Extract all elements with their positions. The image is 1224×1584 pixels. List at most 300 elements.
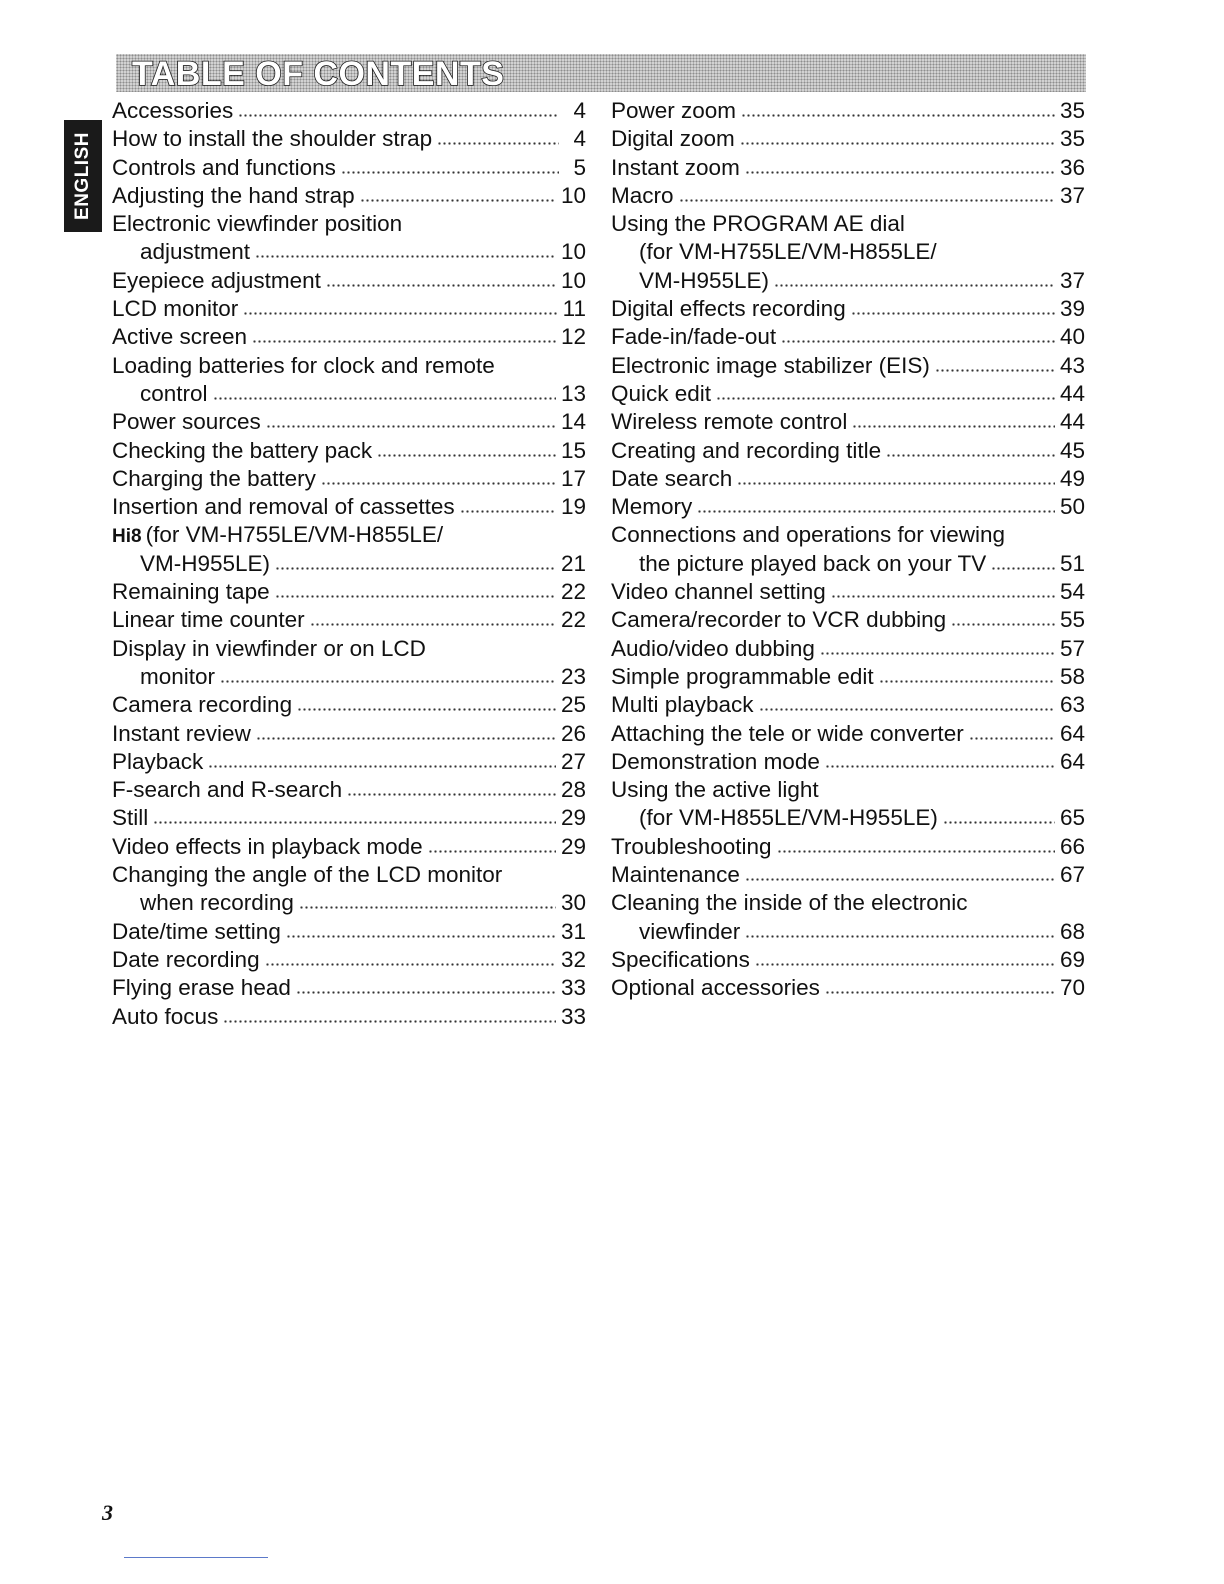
toc-entry-text: Camera recording xyxy=(112,692,293,718)
toc-entry-page: 23 xyxy=(560,663,586,689)
toc-entry-text: Electronic viewfinder position xyxy=(112,211,403,237)
toc-entry-page: 66 xyxy=(1059,833,1085,859)
hi8-logo: Hi8 xyxy=(112,526,142,548)
toc-entry-text: Creating and recording title xyxy=(611,437,882,463)
toc-entry-label xyxy=(112,776,342,804)
toc-entry-text: F-search and R-search xyxy=(112,777,343,803)
toc-entry xyxy=(611,210,1085,238)
dot-leader xyxy=(377,450,556,458)
toc-entry xyxy=(112,97,586,125)
toc-entry xyxy=(611,295,1085,323)
toc-entry-text: Checking the battery pack xyxy=(112,437,373,463)
toc-entry-label xyxy=(112,323,247,351)
toc-entry xyxy=(112,946,586,974)
toc-entry xyxy=(112,776,586,804)
toc-entry-text: Using the active light xyxy=(611,777,819,803)
toc-entry-text: Adjusting the hand strap xyxy=(112,182,355,208)
toc-entry-label xyxy=(112,408,261,436)
toc-entry-label xyxy=(112,465,316,493)
toc-entry-page: 31 xyxy=(560,918,586,944)
dot-leader xyxy=(935,365,1055,373)
dot-leader xyxy=(252,336,556,344)
toc-entry-page: 37 xyxy=(1059,267,1085,293)
toc-entry-text: control xyxy=(140,380,208,406)
dot-leader xyxy=(321,478,556,486)
language-tab xyxy=(64,120,102,232)
dot-leader xyxy=(781,336,1055,344)
toc-entry-label xyxy=(112,380,208,408)
toc-entry xyxy=(611,663,1085,691)
toc-entry-text: Audio/video dubbing xyxy=(611,635,815,661)
dot-leader xyxy=(286,931,556,939)
toc-entry-page: 10 xyxy=(560,239,586,265)
toc-entry-page: 4 xyxy=(573,98,586,123)
toc-entry-page: 36 xyxy=(1059,154,1085,180)
toc-entry xyxy=(611,182,1085,210)
language-tab-label: ENGLISH xyxy=(72,132,93,220)
toc-entry xyxy=(112,323,586,351)
toc-entry-label xyxy=(112,606,305,634)
toc-entry-text: adjustment xyxy=(140,239,251,265)
toc-entry-text: VM-H955LE) xyxy=(140,550,271,576)
dot-leader xyxy=(220,676,556,684)
toc-entry-page: 54 xyxy=(1059,579,1085,605)
dot-leader xyxy=(265,959,556,967)
toc-entry-label xyxy=(611,804,938,832)
toc-entry-text: Troubleshooting xyxy=(611,833,772,859)
footer-rule xyxy=(124,1557,268,1558)
dot-leader xyxy=(943,817,1055,825)
toc-entry-page: 44 xyxy=(1059,380,1085,406)
dot-leader xyxy=(991,563,1055,571)
dot-leader xyxy=(238,110,559,118)
toc-entry-text: when recording xyxy=(140,890,294,916)
toc-entry-page: 25 xyxy=(560,692,586,718)
toc-entry xyxy=(611,493,1085,521)
toc-entry-label xyxy=(112,889,294,917)
toc-entry-text: Still xyxy=(112,805,149,831)
dot-leader xyxy=(299,902,556,910)
toc-entry xyxy=(112,1003,586,1031)
toc-entry-page: 33 xyxy=(560,1003,586,1029)
toc-entry-text: Charging the battery xyxy=(112,465,316,491)
dot-leader xyxy=(679,195,1055,203)
toc-entry-page: 14 xyxy=(560,409,586,435)
dot-leader xyxy=(745,931,1055,939)
toc-entry-page: 58 xyxy=(1059,663,1085,689)
toc-entry xyxy=(611,323,1085,351)
toc-entry-text: Wireless remote control xyxy=(611,409,848,435)
dot-leader xyxy=(825,761,1055,769)
dot-leader xyxy=(820,648,1055,656)
dot-leader xyxy=(347,789,556,797)
toc-entry-page: 22 xyxy=(560,579,586,605)
toc-entry-label xyxy=(611,720,964,748)
toc-entry-label xyxy=(112,946,260,974)
toc-entry xyxy=(112,210,586,238)
toc-entry-page: 17 xyxy=(560,465,586,491)
toc-entry-text: Instant zoom xyxy=(611,154,740,180)
toc-entry-label xyxy=(112,352,495,380)
toc-entry-label xyxy=(611,833,772,861)
toc-entry-text: Eyepiece adjustment xyxy=(112,267,321,293)
toc-entry-label xyxy=(112,125,432,153)
toc-entry-text: Digital effects recording xyxy=(611,296,846,322)
toc-entry-label xyxy=(611,946,750,974)
dot-leader xyxy=(852,421,1055,429)
toc-entry xyxy=(611,550,1085,578)
dot-leader xyxy=(969,733,1055,741)
toc-entry xyxy=(112,833,586,861)
toc-entry xyxy=(112,154,586,182)
toc-entry-label xyxy=(611,521,1005,549)
toc-entry-text: monitor xyxy=(140,663,216,689)
toc-entry-page: 57 xyxy=(1059,635,1085,661)
title-banner xyxy=(116,54,1086,92)
toc-entry-text: Electronic image stabilizer (EIS) xyxy=(611,352,930,378)
toc-entry-text: Maintenance xyxy=(611,862,740,888)
dot-leader xyxy=(777,846,1055,854)
toc-entry xyxy=(112,380,586,408)
toc-entry-text: Using the PROGRAM AE dial xyxy=(611,211,905,237)
toc-entry xyxy=(112,465,586,493)
toc-entry-page: 29 xyxy=(560,833,586,859)
toc-entry-page: 4 xyxy=(573,126,586,152)
toc-entry xyxy=(112,691,586,719)
toc-entry-text: Digital zoom xyxy=(611,126,735,152)
toc-entry xyxy=(112,550,586,578)
toc-entry-text: Insertion and removal of cassettes xyxy=(112,494,455,520)
toc-entry-label xyxy=(112,635,426,663)
dot-leader xyxy=(341,167,559,175)
toc-entry-label xyxy=(611,295,846,323)
toc-entry-label xyxy=(112,550,270,578)
dot-leader xyxy=(255,251,556,259)
dot-leader xyxy=(759,704,1055,712)
toc-entry-text: (for VM-H755LE/VM-H855LE/ xyxy=(639,239,937,265)
toc-entry xyxy=(112,663,586,691)
toc-entry xyxy=(112,918,586,946)
dot-leader xyxy=(360,195,556,203)
dot-leader xyxy=(697,506,1055,514)
toc-entry-label xyxy=(611,861,740,889)
toc-entry-label xyxy=(611,408,847,436)
toc-entry-label xyxy=(112,720,251,748)
toc-entry-label xyxy=(611,691,754,719)
toc-entry-text: Camera/recorder to VCR dubbing xyxy=(611,607,947,633)
toc-entry xyxy=(112,578,586,606)
toc-entry-text: Optional accessories xyxy=(611,975,820,1001)
toc-entry-page: 22 xyxy=(560,607,586,633)
toc-entry-page: 43 xyxy=(1059,352,1085,378)
toc-entry xyxy=(112,182,586,210)
toc-entry-label xyxy=(112,748,203,776)
dot-leader xyxy=(716,393,1055,401)
toc-entry xyxy=(611,720,1085,748)
toc-entry-page: 69 xyxy=(1059,946,1085,972)
toc-entry-text: Linear time counter xyxy=(112,607,305,633)
toc-entry-label xyxy=(112,437,372,465)
dot-leader xyxy=(213,393,556,401)
dot-leader xyxy=(774,280,1055,288)
dot-leader xyxy=(851,308,1055,316)
toc-entry-text: Active screen xyxy=(112,324,248,350)
toc-entry-page: 70 xyxy=(1059,975,1085,1001)
dot-leader xyxy=(745,167,1055,175)
toc-entry-label xyxy=(611,267,769,295)
toc-entry xyxy=(611,578,1085,606)
toc-entry-label xyxy=(611,380,711,408)
dot-leader xyxy=(223,1016,556,1024)
toc-entry-label xyxy=(611,352,930,380)
toc-entry-text: Remaining tape xyxy=(112,579,270,605)
toc-entry xyxy=(611,606,1085,634)
toc-entry xyxy=(611,691,1085,719)
dot-leader xyxy=(208,761,556,769)
toc-entry-page: 64 xyxy=(1059,720,1085,746)
toc-entry-text: Fade-in/fade-out xyxy=(611,324,777,350)
toc-entry-page: 28 xyxy=(560,777,586,803)
toc-entry-page: 5 xyxy=(573,154,586,180)
toc-entry-page: 50 xyxy=(1059,494,1085,520)
toc-entry-page: 37 xyxy=(1059,182,1085,208)
toc-entry-label xyxy=(611,437,881,465)
toc-entry-label xyxy=(611,210,905,238)
toc-entry-page: 30 xyxy=(560,890,586,916)
toc-entry xyxy=(112,238,586,266)
toc-entry xyxy=(611,437,1085,465)
toc-entry-page: 39 xyxy=(1059,296,1085,322)
toc-entry-text: (for VM-H855LE/VM-H955LE) xyxy=(639,805,938,831)
toc-entry xyxy=(611,918,1085,946)
toc-entry-label xyxy=(112,238,250,266)
toc-entry-label xyxy=(112,833,423,861)
toc-entry-page: 21 xyxy=(560,550,586,576)
toc-entry-text: Display in viewfinder or on LCD xyxy=(112,635,426,661)
toc-entry xyxy=(112,267,586,295)
dot-leader xyxy=(275,563,556,571)
toc-left-column xyxy=(112,97,586,1031)
toc-entry-page: 68 xyxy=(1059,918,1085,944)
toc-entry-page: 12 xyxy=(560,324,586,350)
toc-entry xyxy=(611,125,1085,153)
toc-entry xyxy=(611,521,1085,549)
toc-entry-text: Controls and functions xyxy=(112,154,336,180)
toc-entry-text: Demonstration mode xyxy=(611,748,820,774)
toc-entry-text: Attaching the tele or wide converter xyxy=(611,720,964,746)
toc-entry-text: Video channel setting xyxy=(611,579,826,605)
toc-entry-text: Instant review xyxy=(112,720,251,746)
toc-entry xyxy=(611,748,1085,776)
toc-entry-text: How to install the shoulder strap xyxy=(112,126,433,152)
toc-entry-label xyxy=(611,606,946,634)
toc-entry-page: 19 xyxy=(560,494,586,520)
dot-leader xyxy=(310,619,556,627)
toc-entry-text: Date search xyxy=(611,465,733,491)
toc-entry xyxy=(611,861,1085,889)
toc-entry xyxy=(112,521,586,549)
toc-entry xyxy=(611,974,1085,1002)
toc-entry-page: 40 xyxy=(1059,324,1085,350)
toc-entry-page: 32 xyxy=(560,946,586,972)
toc-entry-text: Multi playback xyxy=(611,692,754,718)
toc-entry-label xyxy=(611,493,692,521)
dot-leader xyxy=(831,591,1055,599)
toc-entry-page: 10 xyxy=(560,267,586,293)
toc-entry xyxy=(611,635,1085,663)
dot-leader xyxy=(256,733,556,741)
toc-entry xyxy=(112,437,586,465)
toc-entry-label xyxy=(611,550,986,578)
dot-leader xyxy=(275,591,556,599)
dot-leader xyxy=(296,987,556,995)
toc-entry-text: Date/time setting xyxy=(112,918,281,944)
toc-entry-text: Auto focus xyxy=(112,1003,219,1029)
toc-entry-text: Power sources xyxy=(112,409,261,435)
toc-entry xyxy=(112,861,586,889)
toc-entry xyxy=(611,267,1085,295)
toc-entry xyxy=(112,974,586,1002)
dot-leader xyxy=(879,676,1055,684)
toc-entry xyxy=(611,946,1085,974)
toc-entry xyxy=(611,380,1085,408)
toc-entry-label xyxy=(112,691,292,719)
toc-entry xyxy=(112,408,586,436)
toc-entry-page: 13 xyxy=(560,380,586,406)
toc-entry-label xyxy=(112,918,281,946)
toc-entry-page: 10 xyxy=(560,182,586,208)
toc-entry-page: 63 xyxy=(1059,692,1085,718)
toc-entry-label xyxy=(611,97,736,125)
toc-entry-label xyxy=(112,210,402,238)
toc-entry-page: 51 xyxy=(1059,550,1085,576)
toc-entry-text: LCD monitor xyxy=(112,296,239,322)
toc-entry-label xyxy=(112,182,355,210)
toc-entry-text: Memory xyxy=(611,494,693,520)
toc-entry xyxy=(112,804,586,832)
toc-entry-text: Macro xyxy=(611,182,674,208)
dot-leader xyxy=(825,987,1055,995)
toc-entry-label xyxy=(611,238,937,266)
toc-entry xyxy=(611,804,1085,832)
toc-entry xyxy=(611,889,1085,917)
toc-entry-text: Accessories xyxy=(112,98,234,123)
toc-entry-label xyxy=(112,861,502,889)
toc-entry xyxy=(112,606,586,634)
toc-entry-label xyxy=(112,154,336,182)
toc-entry-label xyxy=(112,267,321,295)
toc-entry-page: 11 xyxy=(562,296,586,322)
dot-leader xyxy=(741,110,1055,118)
toc-entry-page: 64 xyxy=(1059,748,1085,774)
toc-entry-page: 45 xyxy=(1059,437,1085,463)
dot-leader xyxy=(266,421,556,429)
dot-leader xyxy=(755,959,1055,967)
toc-entry-label xyxy=(112,521,443,551)
toc-entry-text: Simple programmable edit xyxy=(611,663,874,689)
dot-leader xyxy=(297,704,556,712)
toc-entry xyxy=(611,97,1085,125)
toc-entry-text: (for VM-H755LE/VM-H855LE/ xyxy=(145,522,444,548)
toc-entry-label xyxy=(611,974,820,1002)
toc-entry-text: Loading batteries for clock and remote xyxy=(112,352,495,378)
toc-entry-label xyxy=(611,918,740,946)
toc-entry-label xyxy=(112,97,233,125)
toc-entry-page: 55 xyxy=(1059,607,1085,633)
toc-entry-label xyxy=(112,578,270,606)
toc-entry-text: Video effects in playback mode xyxy=(112,833,423,859)
toc-entry-text: Quick edit xyxy=(611,380,712,406)
dot-leader xyxy=(428,846,556,854)
toc-entry-page: 26 xyxy=(560,720,586,746)
toc-entry-text: the picture played back on your TV xyxy=(639,550,987,576)
toc-entry xyxy=(611,352,1085,380)
toc-entry-page: 49 xyxy=(1059,465,1085,491)
toc-entry xyxy=(112,493,586,521)
toc-entry xyxy=(611,833,1085,861)
toc-entry xyxy=(611,465,1085,493)
dot-leader xyxy=(153,817,556,825)
toc-entry-text: VM-H955LE) xyxy=(639,267,770,293)
toc-entry-label xyxy=(611,663,874,691)
toc-entry-label xyxy=(611,154,740,182)
toc-entry-label xyxy=(611,748,820,776)
toc-entry xyxy=(611,238,1085,266)
toc-entry-label xyxy=(611,635,815,663)
toc-entry xyxy=(112,889,586,917)
page-title: TABLE OF CONTENTS xyxy=(132,55,505,93)
toc-entry xyxy=(611,776,1085,804)
toc-entry-page: 35 xyxy=(1059,98,1085,123)
dot-leader xyxy=(740,138,1055,146)
dot-leader xyxy=(437,138,559,146)
dot-leader xyxy=(745,874,1055,882)
toc-entry-label xyxy=(112,493,455,521)
toc-entry-page: 35 xyxy=(1059,126,1085,152)
dot-leader xyxy=(460,506,556,514)
toc-entry-label xyxy=(112,974,291,1002)
toc-entry-text: Date recording xyxy=(112,946,260,972)
toc-entry-page: 33 xyxy=(560,975,586,1001)
toc-entry-label xyxy=(611,182,674,210)
dot-leader xyxy=(886,450,1055,458)
dot-leader xyxy=(243,308,557,316)
toc-entry-label xyxy=(112,295,238,323)
toc-entry xyxy=(112,352,586,380)
toc-entry-page: 44 xyxy=(1059,409,1085,435)
toc-entry-text: Connections and operations for viewing xyxy=(611,522,1005,548)
toc-entry-text: Flying erase head xyxy=(112,975,291,1001)
toc-entry xyxy=(611,408,1085,436)
toc-entry-page: 15 xyxy=(560,437,586,463)
toc-entry-text: Cleaning the inside of the electronic xyxy=(611,890,968,916)
toc-entry xyxy=(112,125,586,153)
toc-entry xyxy=(112,720,586,748)
toc-entry-text: Specifications xyxy=(611,946,750,972)
toc-entry-label xyxy=(611,125,735,153)
toc-entry-text: Power zoom xyxy=(611,98,737,123)
toc-entry-page: 29 xyxy=(560,805,586,831)
toc-entry-label xyxy=(611,889,967,917)
dot-leader xyxy=(326,280,556,288)
toc-entry-text: viewfinder xyxy=(639,918,741,944)
toc-entry xyxy=(112,635,586,663)
toc-right-column xyxy=(611,97,1085,1003)
toc-entry-label xyxy=(611,578,826,606)
toc-entry xyxy=(112,295,586,323)
toc-entry xyxy=(611,154,1085,182)
toc-entry-page: 27 xyxy=(560,748,586,774)
